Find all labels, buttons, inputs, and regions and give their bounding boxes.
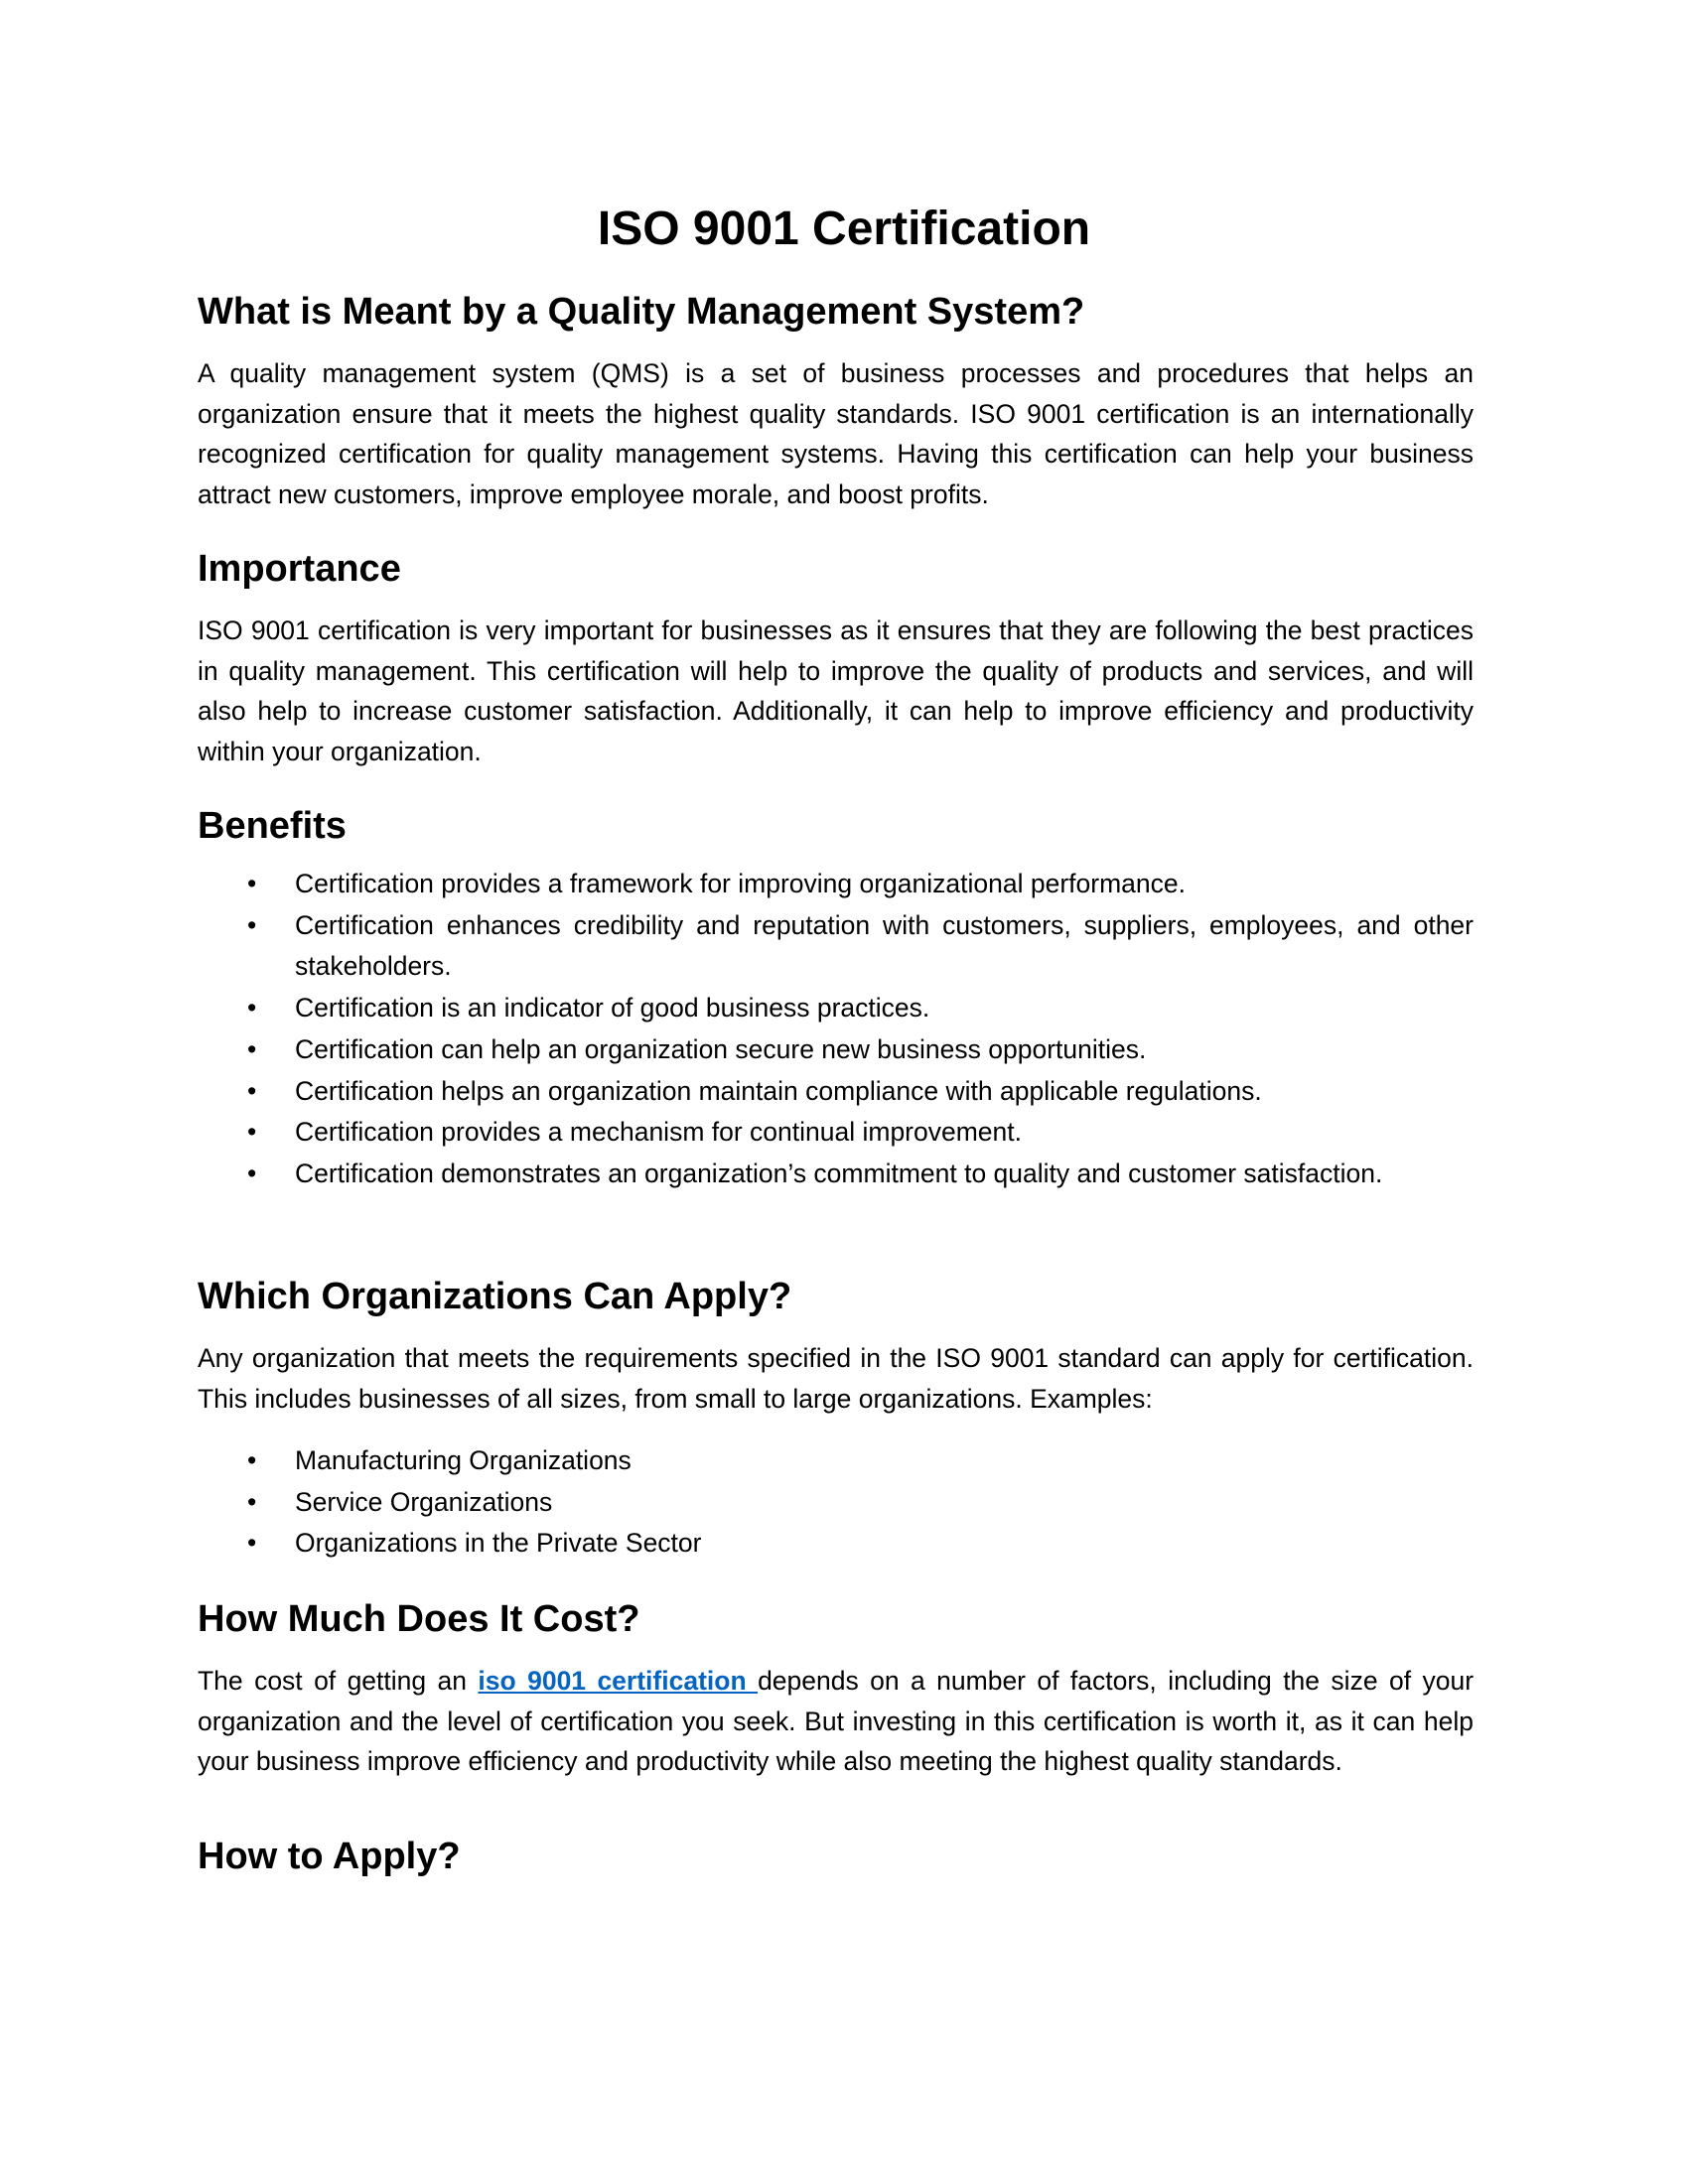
section-how-to-apply <box>198 1835 1474 1878</box>
section-paragraph: The cost of getting an iso 9001 certification depends on a number of factors, including the size of your organization and the level of certification you seek. But investing in this certification is worth it, as it can help your business improve efficiency and productivity while also meeting the highest quality standards. <box>198 1666 1475 1776</box>
section-heading: How Much Does It Cost? <box>198 1598 640 1640</box>
bullet-icon: • <box>247 993 257 1024</box>
section-paragraph: ISO 9001 certification is very important for businesses as it ensures that they are following the best practices in quality management. This certification will help to improve the quality of products and services, and will also help to increase customer satisfaction. Additionally, it can help to improve efficiency and productivity within your organization. <box>198 615 1474 766</box>
section-heading: How to Apply? <box>198 1836 461 1877</box>
bullet-icon: • <box>247 1528 257 1559</box>
list-item: • Certification is an indicator of good business practices. <box>198 988 1474 1029</box>
list-item: • Certification can help an organization secure new business opportunities. <box>198 1029 1474 1071</box>
benefits-list <box>198 864 1474 1195</box>
bullet-icon: • <box>247 1117 257 1148</box>
page-title: ISO 9001 Certification <box>597 203 1091 255</box>
bullet-icon: • <box>247 1445 257 1475</box>
section-paragraph: Any organization that meets the requirements specified in the ISO 9001 standard can apply for certification. This includes businesses of all sizes, from small to large organizations. Examples: <box>198 1343 1474 1414</box>
section-importance <box>198 547 1474 771</box>
list-item: • Manufacturing Organizations <box>198 1440 1474 1482</box>
section-heading: Benefits <box>198 805 347 847</box>
section-heading: Importance <box>198 548 401 590</box>
list-item: • Certification demonstrates an organization’s commitment to quality and customer satisfaction. <box>198 1154 1474 1195</box>
section-heading: What is Meant by a Quality Management System? <box>198 291 1085 333</box>
section-paragraph: A quality management system (QMS) is a set of business processes and procedures that helps an organization ensure that it meets the highest quality standards. ISO 9001 certification is an internationally recognized certification for quality management systems. Having this certification can help your business attract new customers, improve employee morale, and boost profits. <box>198 358 1474 509</box>
bullet-icon: • <box>247 1158 257 1188</box>
section-qms <box>198 290 1474 514</box>
section-cost <box>198 1597 1474 1782</box>
bullet-icon: • <box>247 909 257 940</box>
bullet-icon: • <box>247 869 257 898</box>
list-item: • Service Organizations <box>198 1482 1474 1524</box>
list-item: • Certification provides a mechanism for continual improvement. <box>198 1112 1474 1154</box>
list-item: • Organizations in the Private Sector <box>198 1523 1474 1565</box>
bullet-icon: • <box>247 1486 257 1517</box>
section-benefits <box>198 804 1474 1195</box>
list-item: • Certification helps an organization maintain compliance with applicable regulations. <box>198 1071 1474 1113</box>
list-item: • Certification provides a framework for improving organizational performance. <box>198 864 1474 905</box>
bullet-icon: • <box>247 1075 257 1106</box>
list-item: • Certification enhances credibility and reputation with customers, suppliers, employees, and other stakeholders. <box>198 905 1474 988</box>
iso-9001-certification-link[interactable]: iso 9001 certification <box>478 1666 759 1696</box>
organizations-list <box>198 1440 1474 1565</box>
section-heading: Which Organizations Can Apply? <box>198 1276 792 1317</box>
section-which-organizations <box>198 1275 1474 1565</box>
bullet-icon: • <box>247 1033 257 1064</box>
